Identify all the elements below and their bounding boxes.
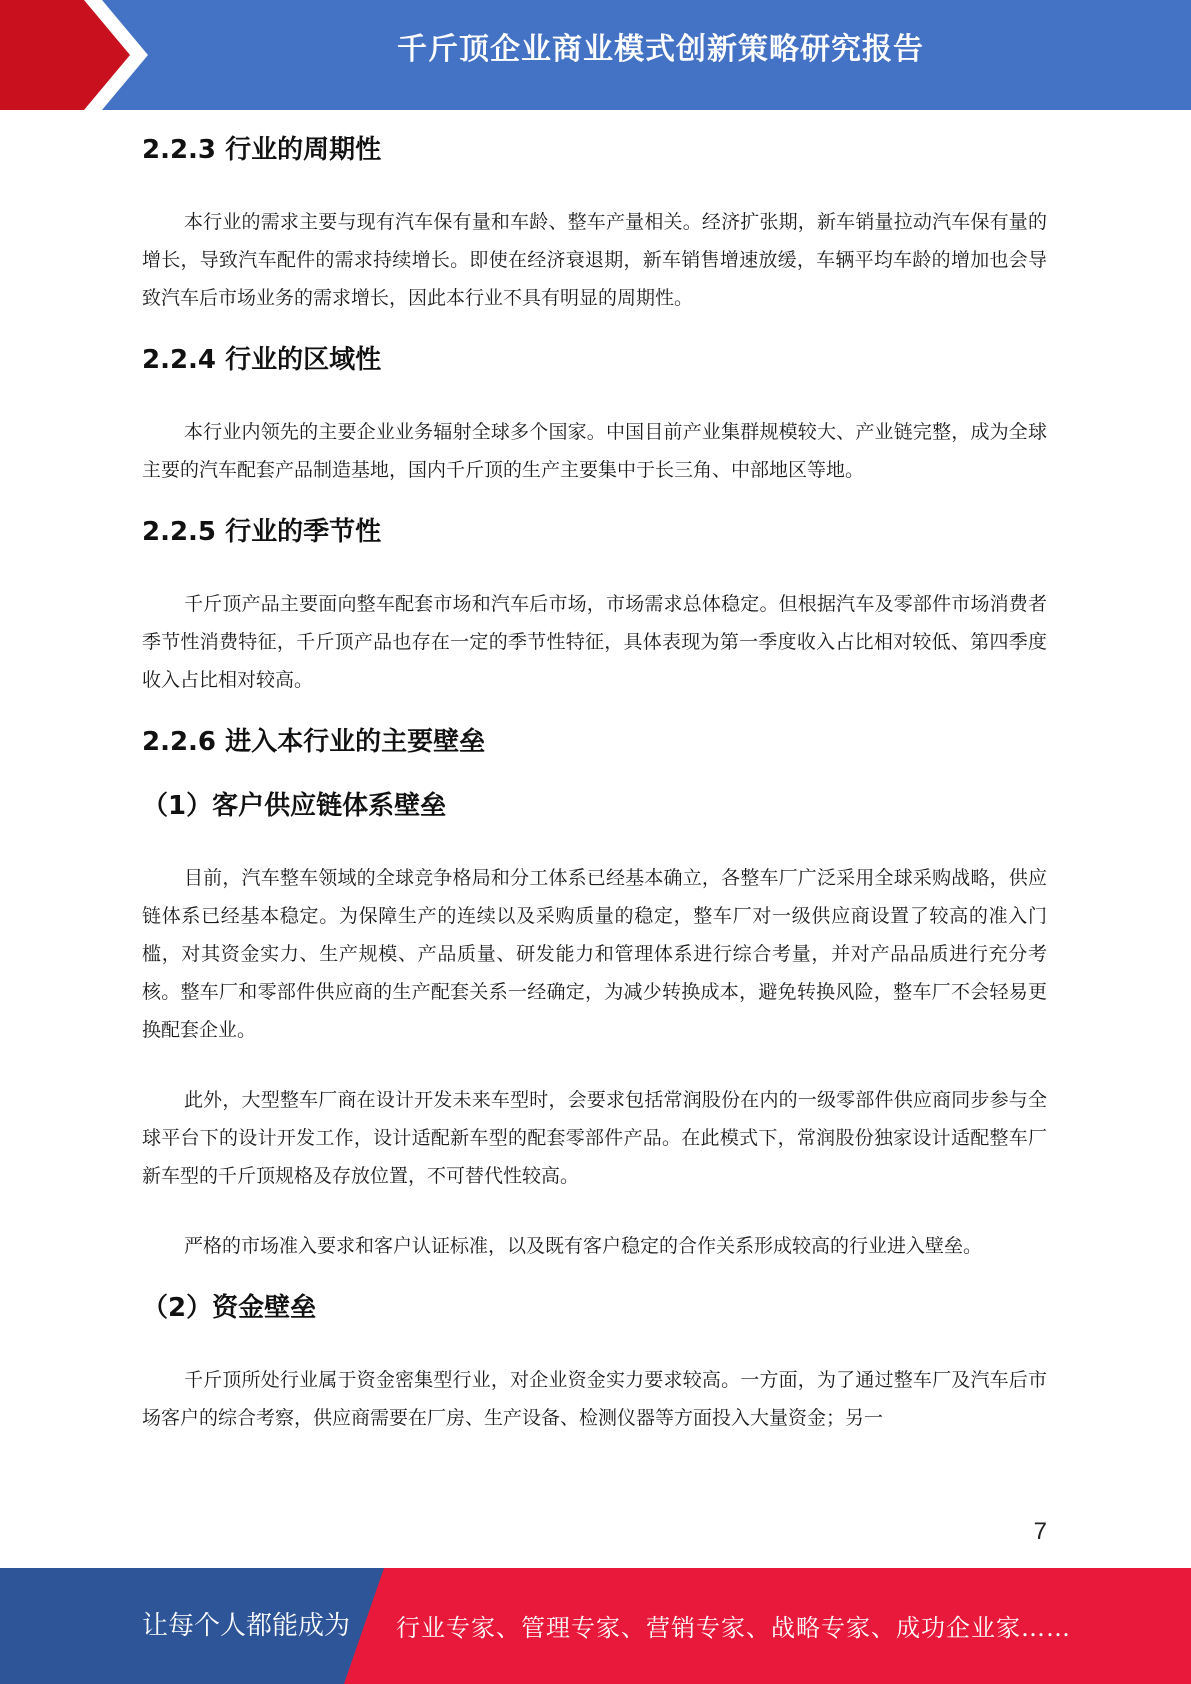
subsection-1-paragraph-3: 严格的市场准入要求和客户认证标准，以及既有客户稳定的合作关系形成较高的行业进入壁垒。 <box>184 1235 983 1257</box>
header-banner <box>0 0 1191 110</box>
footer-banner <box>0 1568 1191 1684</box>
page-number: 7 <box>1033 1518 1047 1545</box>
subsection-1-paragraph-2: 此外，大型整车厂商在设计开发未来车型时，会要求包括常润股份在内的一级零部件供应商同步参与全球平台下的设计开发工作，设计适配新车型的配套零部件产品。在此模式下，常润股份独家设计适配整车厂新车型的千斤顶规格及存放位置，不可替代性较高。 <box>142 1089 1047 1187</box>
footer-slogan-left: 让每个人都能成为 <box>142 1611 351 1641</box>
section-2-2-3-paragraph: 本行业的需求主要与现有汽车保有量和车龄、整车产量相关。经济扩张期，新车销量拉动汽车保有量的增长，导致汽车配件的需求持续增长。即使在经济衰退期，新车销售增速放缓，车辆平均车龄的增加也会导致汽车后市场业务的需求增长，因此本行业不具有明显的周期性。 <box>142 211 1047 309</box>
header-title: 千斤顶企业商业模式创新策略研究报告 <box>397 32 924 67</box>
section-2-2-5-paragraph: 千斤顶产品主要面向整车配套市场和汽车后市场，市场需求总体稳定。但根据汽车及零部件市场消费者季节性消费特征，千斤顶产品也存在一定的季节性特征，具体表现为第一季度收入占比相对较低、第四季度收入占比相对较高。 <box>142 593 1047 691</box>
subsection-2-paragraph-1: 千斤顶所处行业属于资金密集型行业，对企业资金实力要求较高。一方面，为了通过整车厂及汽车后市场客户的综合考察，供应商需要在厂房、生产设备、检测仪器等方面投入大量资金；另一 <box>142 1369 1047 1429</box>
subsection-1-heading: （1）客户供应链体系壁垒 <box>142 791 447 821</box>
subsection-2-heading: （2）资金壁垒 <box>142 1293 317 1323</box>
subsection-1-paragraph-1: 目前，汽车整车领域的全球竞争格局和分工体系已经基本确立，各整车厂广泛采用全球采购战略，供应链体系已经基本稳定。为保障生产的连续以及采购质量的稳定，整车厂对一级供应商设置了较高的准入门槛，对其资金实力、生产规模、产品质量、研发能力和管理体系进行综合考量，并对产品品质进行充分考核。整车厂和零部件供应商的生产配套关系一经确定，为减少转换成本，避免转换风险，整车厂不会轻易更换配套企业。 <box>142 867 1047 1041</box>
section-2-2-3-heading: 2.2.3 行业的周期性 <box>142 135 382 165</box>
section-2-2-4-paragraph: 本行业内领先的主要企业业务辐射全球多个国家。中国目前产业集群规模较大、产业链完整，成为全球主要的汽车配套产品制造基地，国内千斤顶的生产主要集中于长三角、中部地区等地。 <box>142 421 1047 481</box>
footer-slogan-right: 行业专家、管理专家、营销专家、战略专家、成功企业家…… <box>396 1614 1071 1642</box>
section-2-2-6-heading: 2.2.6 进入本行业的主要壁垒 <box>142 727 486 757</box>
document-body <box>142 125 1047 1437</box>
section-2-2-4-heading: 2.2.4 行业的区域性 <box>142 345 382 375</box>
section-2-2-5-heading: 2.2.5 行业的季节性 <box>142 517 382 547</box>
